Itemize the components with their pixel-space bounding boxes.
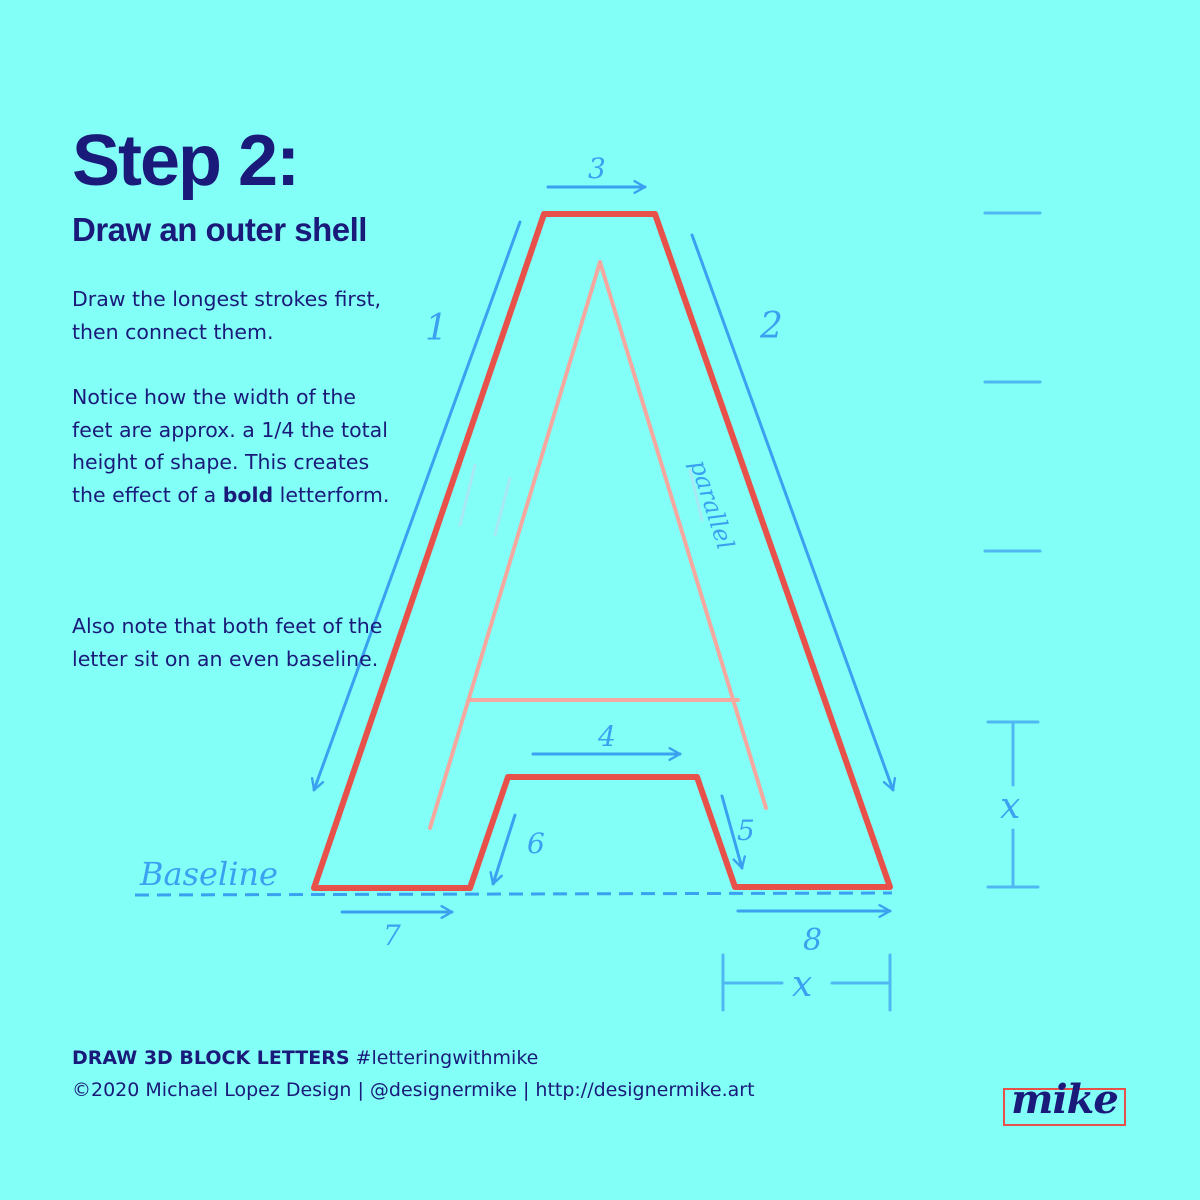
height-ticks <box>985 213 1040 551</box>
horizontal-measure-label: x <box>792 964 813 1005</box>
label-1: 1 <box>425 308 448 349</box>
bold-keyword: bold <box>222 482 274 507</box>
label-4: 4 <box>598 720 616 753</box>
label-8: 8 <box>803 923 823 958</box>
baseline-label: Baseline <box>140 855 278 893</box>
footer-series-line <box>72 1049 538 1068</box>
page-title: Step 2: <box>72 121 299 201</box>
inner-right-stroke <box>600 262 766 808</box>
label-7: 7 <box>383 919 401 952</box>
label-6: 6 <box>527 827 545 860</box>
baseline-line <box>135 893 892 895</box>
mike-logo <box>1003 1076 1126 1126</box>
parallel-label: parallel <box>684 456 740 554</box>
instruction-paragraph-2 <box>72 381 392 511</box>
page-subtitle: Draw an outer shell <box>72 211 367 248</box>
paragraph-2-text-start: Notice how the width of the feet are approx. a 1/4 the total height of shape. This creates the effect of a <box>72 385 388 507</box>
footer-credits: ©2020 Michael Lopez Design | @designermike | http://designermike.art <box>72 1079 755 1101</box>
inner-left-stroke <box>430 262 600 828</box>
label-5: 5 <box>737 814 755 847</box>
vertical-measure-label: x <box>1000 786 1021 827</box>
series-title: DRAW 3D BLOCK LETTERS <box>72 1047 350 1069</box>
hashtag: #letteringwithmike <box>349 1047 539 1069</box>
logo-wordmark: mike <box>1011 1076 1118 1123</box>
instruction-paragraph-3: Also note that both feet of the letter sit on an even baseline. <box>72 614 383 671</box>
instruction-paragraph-1: Draw the longest strokes first, then connect them. <box>72 287 382 344</box>
stroke-arrows <box>314 187 893 912</box>
paragraph-2-text-end: letterform. <box>273 482 390 507</box>
label-3: 3 <box>588 152 606 185</box>
arrow-6 <box>493 815 515 884</box>
label-2: 2 <box>760 306 783 347</box>
